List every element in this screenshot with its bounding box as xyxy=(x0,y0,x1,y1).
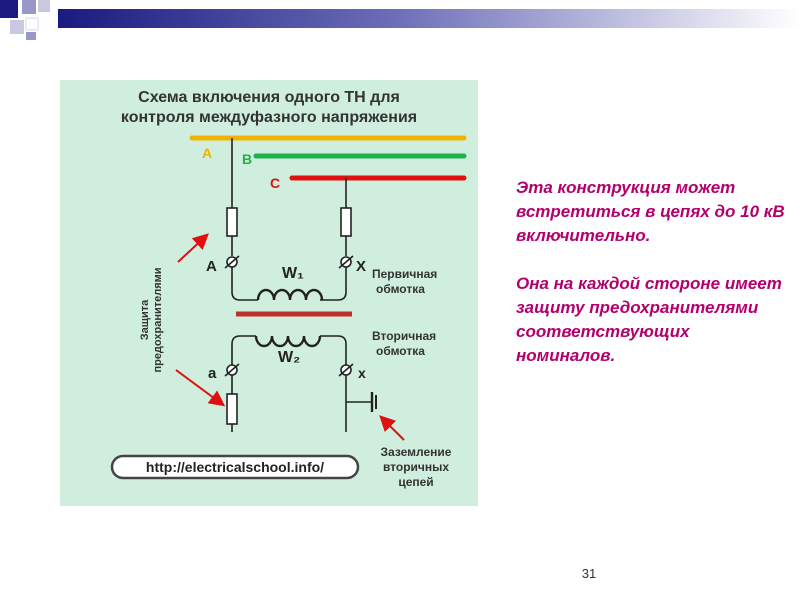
secondary-label-line-1: Вторичная xyxy=(372,329,437,343)
phase-c-label: C xyxy=(270,175,281,191)
winding-w2-label: W₂ xyxy=(278,349,301,366)
phase-a-label: A xyxy=(202,145,213,161)
secondary-label-line-2: обмотка xyxy=(376,344,425,358)
terminal-x-upper-label: X xyxy=(356,258,367,275)
primary-fuse-x xyxy=(341,208,351,236)
header-square-dark xyxy=(0,0,18,18)
side-text xyxy=(516,176,786,392)
terminal-a-upper-label: A xyxy=(206,258,217,275)
terminal-a-lower-label: a xyxy=(208,365,217,382)
fuse-label-line-2: предохранителями xyxy=(152,267,164,373)
diagram-title-line-1: Схема включения одного ТН для xyxy=(138,89,400,106)
page-number: 31 xyxy=(581,566,597,581)
diagram-title-line-2: контроля междуфазного напряжения xyxy=(120,109,418,126)
paragraph-1: Эта конструкция может встретиться в цепях до 10 кВ включительно. xyxy=(516,178,785,245)
header-square-light xyxy=(22,0,36,14)
primary-fuse-a xyxy=(227,208,237,236)
url-text: http://electricalschool.info/ xyxy=(145,459,325,475)
phase-b-label: B xyxy=(242,151,253,167)
header-square-pale-2 xyxy=(10,20,24,34)
primary-label-line-1: Первичная xyxy=(372,267,438,281)
primary-label-line-2: обмотка xyxy=(376,282,425,296)
terminal-x-lower-label: x xyxy=(358,365,366,381)
header-bar xyxy=(0,0,800,40)
secondary-fuse xyxy=(227,394,237,424)
paragraph-2: Она на каждой стороне имеет защиту предохранителями соответствующих номиналов. xyxy=(516,274,782,365)
header-square-pale xyxy=(38,0,50,12)
ground-label-line-1: Заземление xyxy=(380,445,452,459)
header-square-small xyxy=(26,32,36,40)
fuse-label-line-1: Защита xyxy=(139,299,151,341)
connection-diagram xyxy=(60,80,478,506)
winding-w1-label: W₁ xyxy=(282,265,304,282)
ground-label-line-3: цепей xyxy=(398,475,434,489)
ground-label-line-2: вторичных xyxy=(382,460,450,474)
